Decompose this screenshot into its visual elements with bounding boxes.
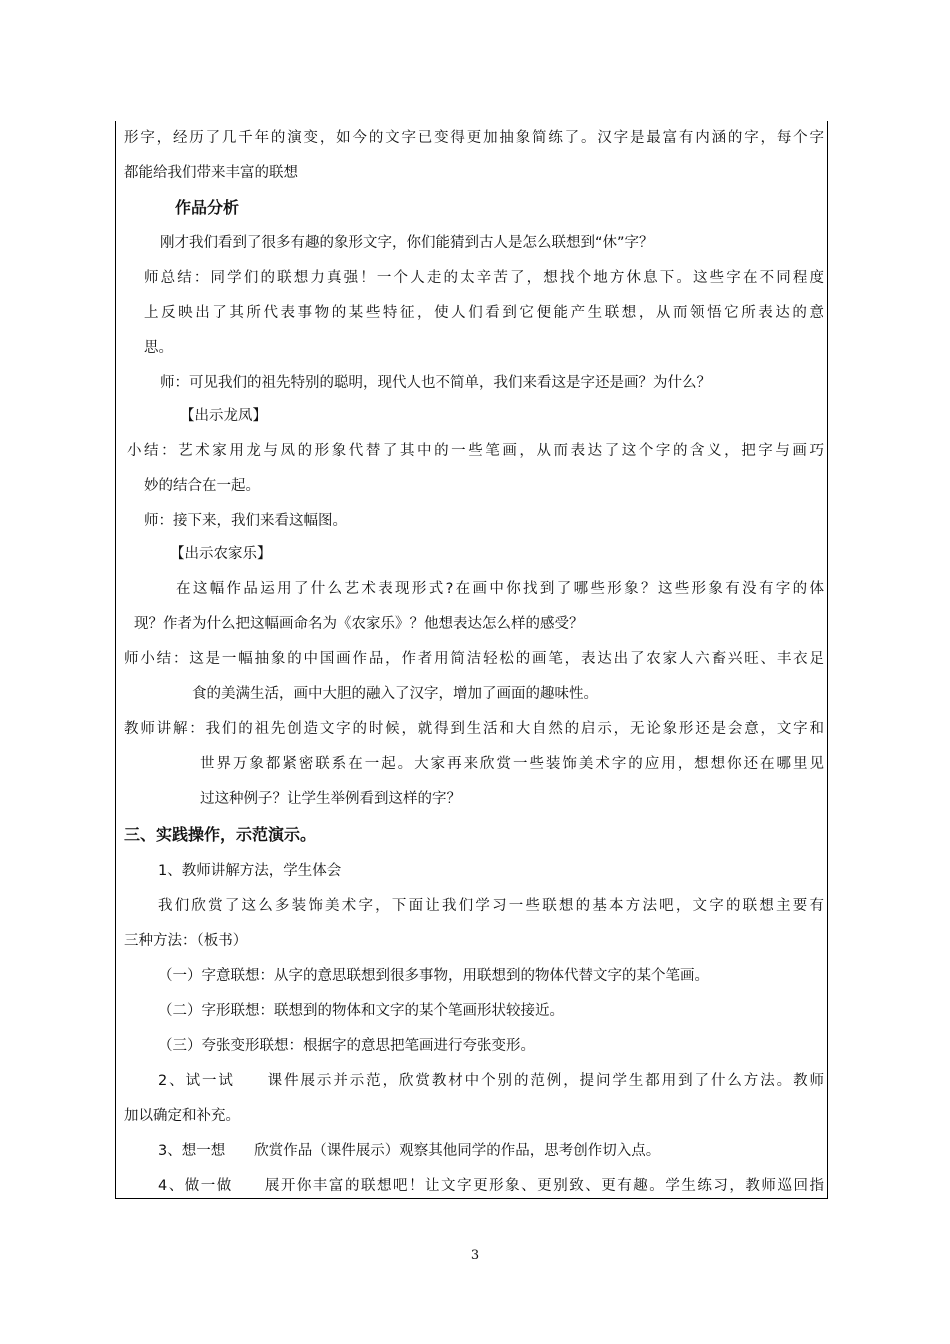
body-line: 现？作者为什么把这幅画命名为《农家乐》？他想表达怎么样的感受？ (134, 616, 584, 632)
body-line: 刚才我们看到了很多有趣的象形文字，你们能猜到古人是怎么联想到“休”字？ (160, 235, 654, 251)
body-line: 2、试一试 课件展示并示范，欣赏教材中个别的范例，提问学生都用到了什么方法。教师 (158, 1073, 824, 1089)
body-line: 思。 (144, 340, 173, 356)
body-line: 上反映出了其所代表事物的某些特征，使人们看到它便能产生联想，从而领悟它所表达的意 (144, 305, 824, 321)
body-line: 在这幅作品运用了什么艺术表现形式?在画中你找到了哪些形象？这些形象有没有字的体 (176, 581, 824, 597)
body-line: 形字，经历了几千年的演变，如今的文字已变得更加抽象简练了。汉字是最富有内涵的字，每个字 (124, 130, 824, 146)
body-line: 师总结：同学们的联想力真强！一个人走的太辛苦了，想找个地方休息下。这些字在不同程度 (144, 270, 824, 286)
body-line: （三）夸张变形联想：根据字的意思把笔画进行夸张变形。 (158, 1038, 535, 1054)
body-line: 加以确定和补充。 (124, 1108, 240, 1124)
body-line: 我们欣赏了这么多装饰美术字，下面让我们学习一些联想的基本方法吧，文字的联想主要有 (158, 898, 824, 914)
section-heading: 三、实践操作，示范演示。 (124, 825, 317, 844)
body-line: 小结：艺术家用龙与凤的形象代替了其中的一些笔画，从而表达了这个字的含义，把字与画巧 (127, 443, 824, 459)
body-line: 都能给我们带来丰富的联想 (124, 165, 298, 181)
body-line: （一）字意联想：从字的意思联想到很多事物，用联想到的物体代替文字的某个笔画。 (158, 968, 709, 984)
body-line: 妙的结合在一起。 (144, 478, 260, 494)
body-line: 三种方法：（板书） (124, 933, 248, 949)
body-line: 【出示龙凤】 (180, 408, 267, 424)
section-heading: 作品分析 (175, 198, 240, 217)
body-line: 教师讲解：我们的祖先创造文字的时候，就得到生活和大自然的启示，无论象形还是会意，文字和 (124, 721, 824, 737)
body-line: 师：接下来，我们来看这幅图。 (144, 513, 347, 529)
body-line: （二）字形联想：联想到的物体和文字的某个笔画形状较接近。 (158, 1003, 564, 1019)
body-line: 师：可见我们的祖先特别的聪明，现代人也不简单，我们来看这是字还是画？为什么？ (160, 375, 711, 391)
body-line: 食的美满生活，画中大胆的融入了汉字，增加了画面的趣味性。 (192, 686, 598, 702)
body-line: 师小结：这是一幅抽象的中国画作品，作者用简洁轻松的画笔，表达出了农家人六畜兴旺、丰衣足 (124, 651, 824, 667)
body-line: 1、教师讲解方法，学生体会 (158, 863, 342, 879)
body-line: 3、想一想 欣赏作品（课件展示）观察其他同学的作品，思考创作切入点。 (158, 1143, 661, 1159)
body-line: 【出示农家乐】 (170, 546, 272, 562)
body-line: 过这种例子？让学生举例看到这样的字？ (200, 791, 461, 807)
body-line: 4、做一做 展开你丰富的联想吧！让文字更形象、更别致、更有趣。学生练习，教师巡回指 (158, 1178, 824, 1194)
page-number: 3 (470, 1248, 480, 1263)
body-line: 世界万象都紧密联系在一起。大家再来欣赏一些装饰美术字的应用，想想你还在哪里见 (200, 756, 824, 772)
